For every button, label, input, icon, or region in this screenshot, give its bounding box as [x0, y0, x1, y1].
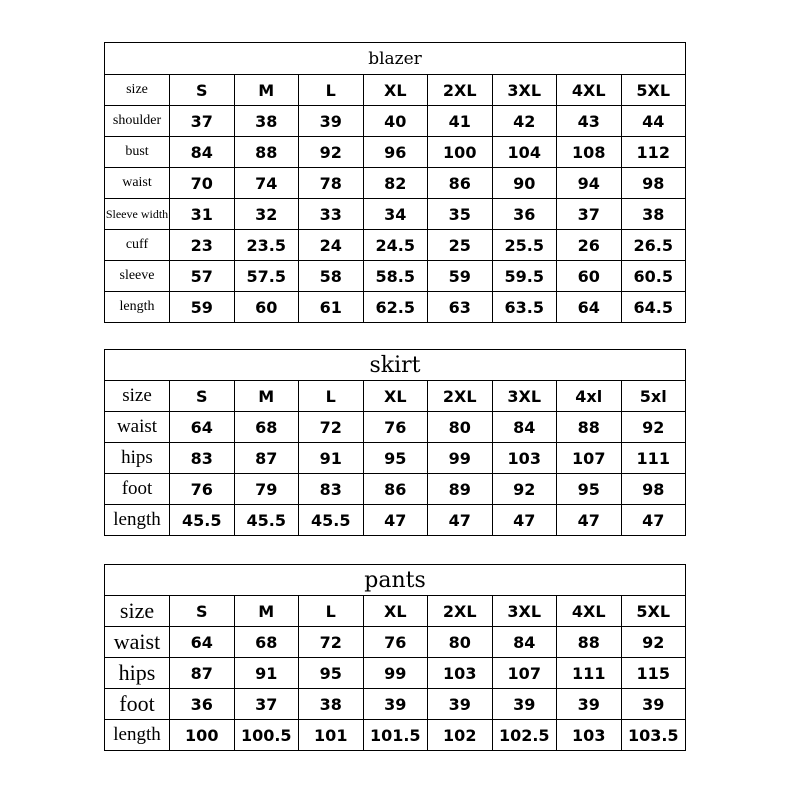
- cell-value: 87: [234, 443, 299, 474]
- size-header: 3XL: [492, 75, 557, 106]
- size-label: size: [105, 75, 170, 106]
- cell-value: 92: [299, 137, 364, 168]
- cell-value: 92: [621, 412, 686, 443]
- row-label: foot: [105, 474, 170, 505]
- row-label: foot: [105, 689, 170, 720]
- cell-value: 23: [170, 230, 235, 261]
- cell-value: 47: [621, 505, 686, 536]
- cell-value: 101: [299, 720, 364, 751]
- size-header: 4XL: [557, 596, 622, 627]
- pants-size-row: [105, 596, 686, 627]
- cell-value: 84: [492, 412, 557, 443]
- cell-value: 84: [170, 137, 235, 168]
- cell-value: 84: [492, 627, 557, 658]
- cell-value: 115: [621, 658, 686, 689]
- cell-value: 43: [557, 106, 622, 137]
- cell-value: 80: [428, 412, 493, 443]
- cell-value: 42: [492, 106, 557, 137]
- cell-value: 60: [557, 261, 622, 292]
- table-row: [105, 292, 686, 323]
- cell-value: 68: [234, 627, 299, 658]
- cell-value: 37: [170, 106, 235, 137]
- table-row: [105, 261, 686, 292]
- cell-value: 35: [428, 199, 493, 230]
- table-row: [105, 412, 686, 443]
- size-header: 3XL: [492, 596, 557, 627]
- cell-value: 107: [557, 443, 622, 474]
- table-row: [105, 199, 686, 230]
- size-header: 2XL: [428, 75, 493, 106]
- cell-value: 57.5: [234, 261, 299, 292]
- table-row: [105, 230, 686, 261]
- cell-value: 88: [557, 412, 622, 443]
- cell-value: 102: [428, 720, 493, 751]
- cell-value: 40: [363, 106, 428, 137]
- row-label: hips: [105, 443, 170, 474]
- cell-value: 94: [557, 168, 622, 199]
- cell-value: 39: [557, 689, 622, 720]
- cell-value: 111: [621, 443, 686, 474]
- size-header: 3XL: [492, 381, 557, 412]
- cell-value: 107: [492, 658, 557, 689]
- blazer-size-row: [105, 75, 686, 106]
- cell-value: 82: [363, 168, 428, 199]
- blazer-size-table: [104, 42, 686, 323]
- cell-value: 102.5: [492, 720, 557, 751]
- cell-value: 108: [557, 137, 622, 168]
- size-header: 2XL: [428, 596, 493, 627]
- row-label: length: [105, 720, 170, 751]
- size-header: M: [234, 381, 299, 412]
- cell-value: 57: [170, 261, 235, 292]
- cell-value: 24.5: [363, 230, 428, 261]
- size-header: XL: [363, 596, 428, 627]
- cell-value: 64.5: [621, 292, 686, 323]
- cell-value: 31: [170, 199, 235, 230]
- cell-value: 44: [621, 106, 686, 137]
- cell-value: 38: [621, 199, 686, 230]
- cell-value: 59.5: [492, 261, 557, 292]
- table-row: [105, 474, 686, 505]
- cell-value: 104: [492, 137, 557, 168]
- cell-value: 103: [428, 658, 493, 689]
- pants-title: pants: [105, 565, 686, 596]
- size-label: size: [105, 596, 170, 627]
- row-label: shoulder: [105, 106, 170, 137]
- row-label: waist: [105, 627, 170, 658]
- cell-value: 63.5: [492, 292, 557, 323]
- cell-value: 111: [557, 658, 622, 689]
- cell-value: 95: [299, 658, 364, 689]
- cell-value: 39: [621, 689, 686, 720]
- row-label: bust: [105, 137, 170, 168]
- cell-value: 26: [557, 230, 622, 261]
- cell-value: 62.5: [363, 292, 428, 323]
- cell-value: 98: [621, 474, 686, 505]
- cell-value: 37: [557, 199, 622, 230]
- row-label: sleeve: [105, 261, 170, 292]
- row-label: Sleeve width: [105, 199, 170, 230]
- cell-value: 89: [428, 474, 493, 505]
- cell-value: 25: [428, 230, 493, 261]
- row-label: waist: [105, 412, 170, 443]
- size-header: S: [170, 381, 235, 412]
- cell-value: 47: [557, 505, 622, 536]
- size-label: size: [105, 381, 170, 412]
- cell-value: 68: [234, 412, 299, 443]
- table-row: [105, 106, 686, 137]
- cell-value: 95: [363, 443, 428, 474]
- cell-value: 91: [299, 443, 364, 474]
- cell-value: 36: [492, 199, 557, 230]
- table-row: [105, 720, 686, 751]
- cell-value: 58: [299, 261, 364, 292]
- row-label: length: [105, 505, 170, 536]
- cell-value: 37: [234, 689, 299, 720]
- cell-value: 86: [428, 168, 493, 199]
- cell-value: 39: [428, 689, 493, 720]
- cell-value: 26.5: [621, 230, 686, 261]
- cell-value: 74: [234, 168, 299, 199]
- table-row: [105, 137, 686, 168]
- cell-value: 39: [299, 106, 364, 137]
- cell-value: 103: [492, 443, 557, 474]
- cell-value: 61: [299, 292, 364, 323]
- cell-value: 103: [557, 720, 622, 751]
- row-label: hips: [105, 658, 170, 689]
- cell-value: 70: [170, 168, 235, 199]
- skirt-size-row: [105, 381, 686, 412]
- cell-value: 88: [234, 137, 299, 168]
- cell-value: 47: [492, 505, 557, 536]
- cell-value: 59: [170, 292, 235, 323]
- size-header: 5XL: [621, 75, 686, 106]
- table-row: [105, 658, 686, 689]
- cell-value: 25.5: [492, 230, 557, 261]
- cell-value: 83: [170, 443, 235, 474]
- cell-value: 87: [170, 658, 235, 689]
- cell-value: 63: [428, 292, 493, 323]
- size-header: L: [299, 381, 364, 412]
- cell-value: 76: [170, 474, 235, 505]
- cell-value: 92: [621, 627, 686, 658]
- cell-value: 64: [170, 412, 235, 443]
- size-header: 2XL: [428, 381, 493, 412]
- cell-value: 99: [363, 658, 428, 689]
- size-header: XL: [363, 75, 428, 106]
- table-row: [105, 443, 686, 474]
- cell-value: 39: [492, 689, 557, 720]
- cell-value: 90: [492, 168, 557, 199]
- table-row: [105, 627, 686, 658]
- cell-value: 92: [492, 474, 557, 505]
- skirt-title: skirt: [105, 350, 686, 381]
- cell-value: 64: [170, 627, 235, 658]
- cell-value: 47: [428, 505, 493, 536]
- cell-value: 39: [363, 689, 428, 720]
- cell-value: 79: [234, 474, 299, 505]
- cell-value: 86: [363, 474, 428, 505]
- cell-value: 38: [299, 689, 364, 720]
- cell-value: 32: [234, 199, 299, 230]
- size-header: 4xl: [557, 381, 622, 412]
- cell-value: 76: [363, 412, 428, 443]
- cell-value: 58.5: [363, 261, 428, 292]
- row-label: length: [105, 292, 170, 323]
- cell-value: 59: [428, 261, 493, 292]
- skirt-size-table: [104, 349, 686, 536]
- cell-value: 91: [234, 658, 299, 689]
- cell-value: 112: [621, 137, 686, 168]
- table-row: [105, 168, 686, 199]
- size-header: 4XL: [557, 75, 622, 106]
- size-header: L: [299, 75, 364, 106]
- cell-value: 33: [299, 199, 364, 230]
- size-header: S: [170, 596, 235, 627]
- cell-value: 101.5: [363, 720, 428, 751]
- row-label: cuff: [105, 230, 170, 261]
- cell-value: 100.5: [234, 720, 299, 751]
- cell-value: 98: [621, 168, 686, 199]
- cell-value: 45.5: [299, 505, 364, 536]
- cell-value: 45.5: [170, 505, 235, 536]
- row-label: waist: [105, 168, 170, 199]
- cell-value: 41: [428, 106, 493, 137]
- cell-value: 34: [363, 199, 428, 230]
- cell-value: 36: [170, 689, 235, 720]
- cell-value: 80: [428, 627, 493, 658]
- cell-value: 60.5: [621, 261, 686, 292]
- cell-value: 38: [234, 106, 299, 137]
- cell-value: 47: [363, 505, 428, 536]
- cell-value: 83: [299, 474, 364, 505]
- cell-value: 72: [299, 627, 364, 658]
- blazer-title: blazer: [105, 43, 686, 75]
- size-header: XL: [363, 381, 428, 412]
- table-row: [105, 689, 686, 720]
- cell-value: 96: [363, 137, 428, 168]
- cell-value: 99: [428, 443, 493, 474]
- size-header: M: [234, 75, 299, 106]
- cell-value: 64: [557, 292, 622, 323]
- cell-value: 100: [170, 720, 235, 751]
- cell-value: 76: [363, 627, 428, 658]
- size-header: 5xl: [621, 381, 686, 412]
- size-header: 5XL: [621, 596, 686, 627]
- cell-value: 95: [557, 474, 622, 505]
- pants-size-table: [104, 564, 686, 751]
- cell-value: 103.5: [621, 720, 686, 751]
- table-row: [105, 505, 686, 536]
- cell-value: 100: [428, 137, 493, 168]
- cell-value: 60: [234, 292, 299, 323]
- cell-value: 88: [557, 627, 622, 658]
- cell-value: 23.5: [234, 230, 299, 261]
- cell-value: 78: [299, 168, 364, 199]
- cell-value: 24: [299, 230, 364, 261]
- cell-value: 45.5: [234, 505, 299, 536]
- size-header: M: [234, 596, 299, 627]
- cell-value: 72: [299, 412, 364, 443]
- size-header: L: [299, 596, 364, 627]
- size-header: S: [170, 75, 235, 106]
